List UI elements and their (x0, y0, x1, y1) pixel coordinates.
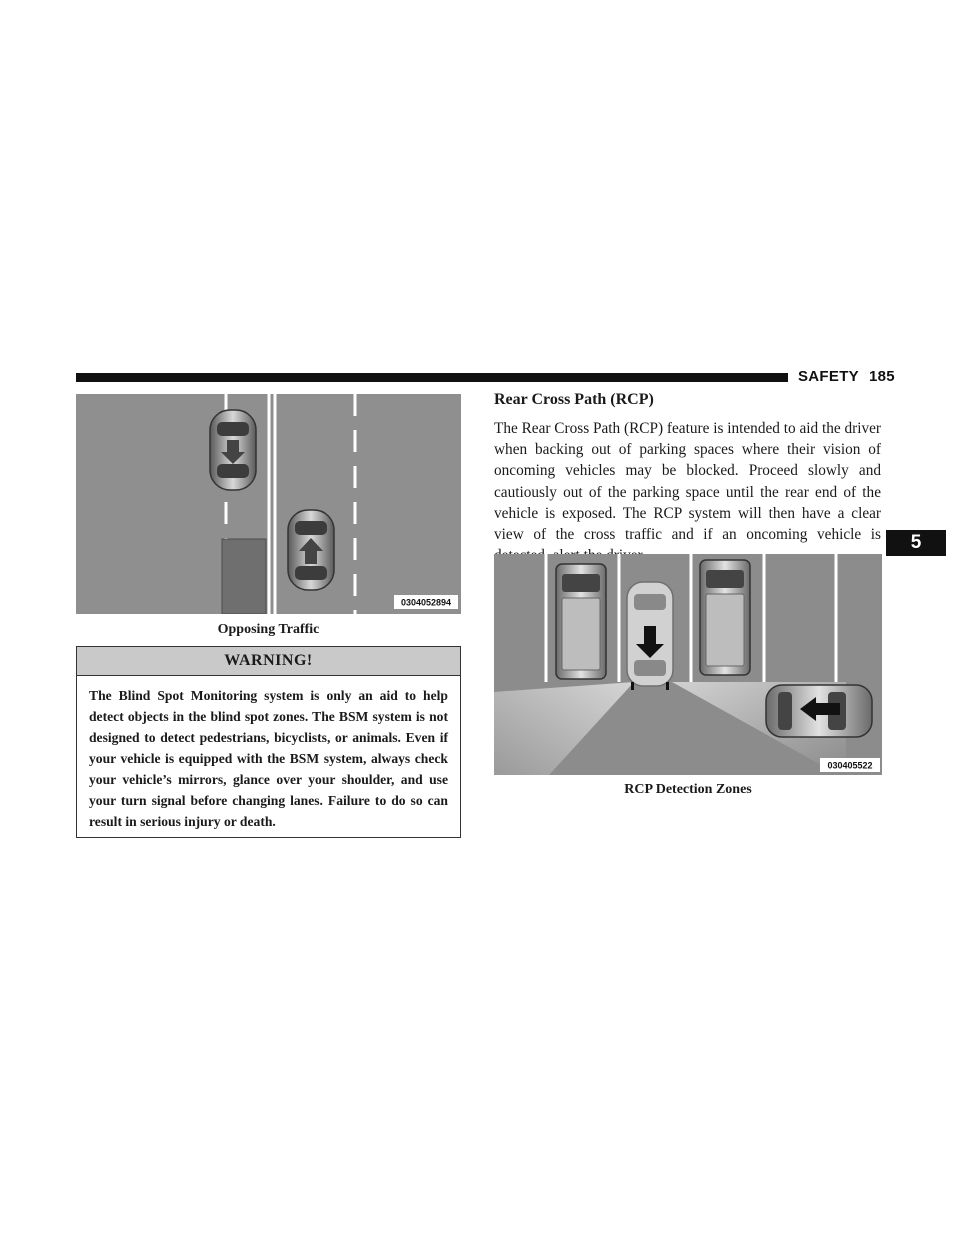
opposing-traffic-illustration (76, 394, 461, 614)
figure-caption: Opposing Traffic (217, 622, 320, 637)
page-number: 185 (868, 368, 895, 385)
chapter-tab: 5 (886, 530, 946, 556)
crossing-car (766, 685, 872, 737)
running-header (798, 368, 895, 385)
rcp-detection-figure (494, 554, 882, 775)
opposing-traffic-figure (76, 394, 461, 614)
figure-caption: RCP Detection Zones (624, 782, 752, 797)
parked-car-right (700, 560, 750, 675)
own-car (288, 510, 334, 590)
body-paragraph: The Rear Cross Path (RCP) feature is intended to aid the driver when backing out of parking spaces where their vision of oncoming vehicles may be blocked. Proceed slowly and cautiously out of the parking space until the rear end of the vehicle is exposed. The RCP system will then have a clear view of the cross traffic and if an oncoming vehicle is (494, 420, 882, 544)
section-heading: Rear Cross Path (RCP) (494, 391, 654, 408)
figure-code: 030405522 (827, 760, 873, 771)
warning-box (76, 646, 461, 838)
warning-text: The Blind Spot Monitoring system is only an aid to help detect objects in the blind spot zones. The BSM system is not designed to detect pedestrians, bicyclists, or animals. Even if your vehicle is equipped with the BSM system, always check your vehicle’s mirrors, glance over your shoulder, and use your turn signal before changing lanes. Failure to do so can result in serious injury or death. (89, 688, 448, 829)
rcp-detection-illustration (494, 554, 882, 775)
warning-title: WARNING! (77, 647, 460, 676)
parked-car-left (556, 564, 606, 679)
oncoming-car (210, 410, 256, 490)
section-name: SAFETY (798, 368, 859, 385)
figure-code: 0304052894 (400, 597, 452, 608)
header-rule (76, 373, 788, 382)
